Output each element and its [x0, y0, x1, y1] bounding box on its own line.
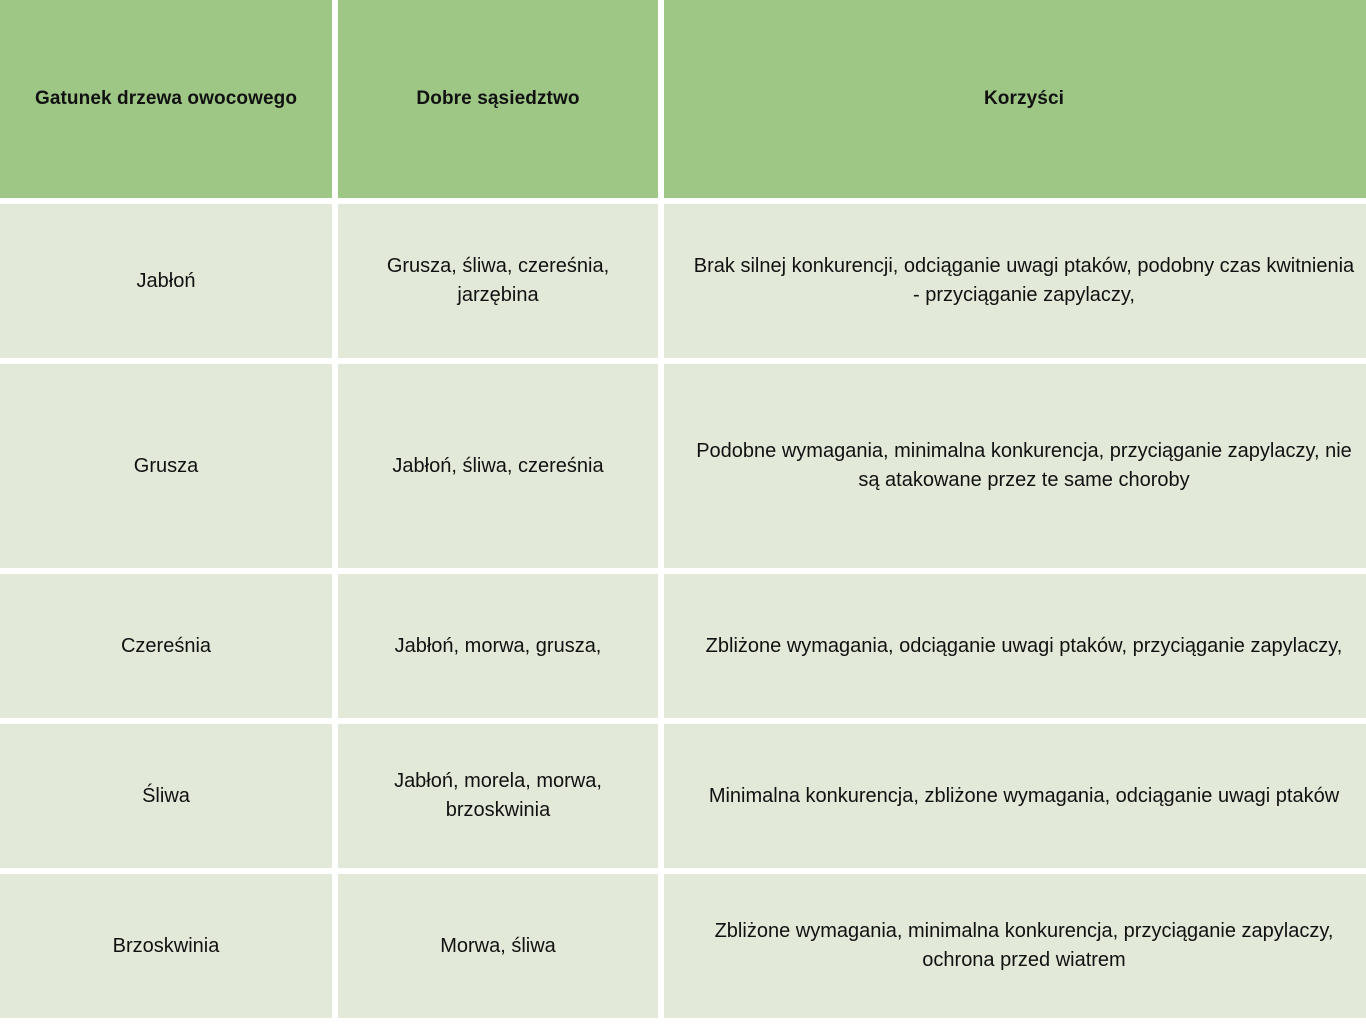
species-name: Grusza: [133, 454, 199, 477]
benefits-description: Zbliżone wymagania, odciąganie uwagi ptaków, przyciąganie zapylaczy,: [705, 634, 1343, 657]
benefits-description: Podobne wymagania, minimalna konkurencja, przyciąganie zapylaczy, nie są atakowane przez te same choroby: [696, 440, 1352, 491]
column-header-good-neighbours-label: Dobre sąsiedztwo: [416, 88, 580, 110]
benefits-description: Brak silnej konkurencji, odciąganie uwagi ptaków, podobny czas kwitnienia - przyciąganie zapylaczy,: [693, 255, 1355, 306]
cell-species: [0, 574, 332, 718]
species-name: Śliwa: [142, 784, 190, 807]
good-neighbours-list: Grusza, śliwa, czereśnia, jarzębina: [386, 255, 610, 306]
column-header-species-label: Gatunek drzewa owocowego: [34, 88, 298, 110]
good-neighbours-list: Jabłoń, morela, morwa, brzoskwinia: [394, 770, 602, 821]
cell-good-neighbours: [338, 204, 658, 358]
cell-species: [0, 364, 332, 568]
cell-benefits: [664, 874, 1366, 1018]
cell-species: [0, 204, 332, 358]
table-body: [0, 204, 1366, 1018]
table-row: [0, 724, 1366, 868]
good-neighbours-list: Jabłoń, śliwa, czereśnia: [392, 454, 604, 477]
table-row: [0, 204, 1366, 358]
species-name: Czereśnia: [120, 634, 212, 657]
cell-good-neighbours: [338, 724, 658, 868]
header-row: [0, 0, 1366, 198]
cell-benefits: [664, 364, 1366, 568]
cell-benefits: [664, 204, 1366, 358]
table-row: [0, 874, 1366, 1018]
cell-benefits: [664, 574, 1366, 718]
benefits-description: Zbliżone wymagania, minimalna konkurencja, przyciąganie zapylaczy, ochrona przed wiatrem: [714, 920, 1334, 971]
table-header: [0, 0, 1366, 198]
table-row: [0, 364, 1366, 568]
cell-good-neighbours: [338, 574, 658, 718]
cell-species: [0, 724, 332, 868]
species-name: Jabłoń: [136, 269, 196, 292]
column-header-benefits: [664, 0, 1366, 198]
good-neighbours-list: Morwa, śliwa: [440, 934, 556, 957]
cell-good-neighbours: [338, 364, 658, 568]
cell-good-neighbours: [338, 874, 658, 1018]
column-header-species: [0, 0, 332, 198]
benefits-description: Minimalna konkurencja, zbliżone wymagania, odciąganie uwagi ptaków: [708, 784, 1340, 807]
good-neighbours-list: Jabłoń, morwa, grusza,: [394, 634, 602, 657]
table-row: [0, 574, 1366, 718]
column-header-benefits-label: Korzyści: [983, 88, 1064, 110]
species-name: Brzoskwinia: [112, 934, 220, 957]
cell-benefits: [664, 724, 1366, 868]
cell-species: [0, 874, 332, 1018]
column-header-good-neighbours: [338, 0, 658, 198]
